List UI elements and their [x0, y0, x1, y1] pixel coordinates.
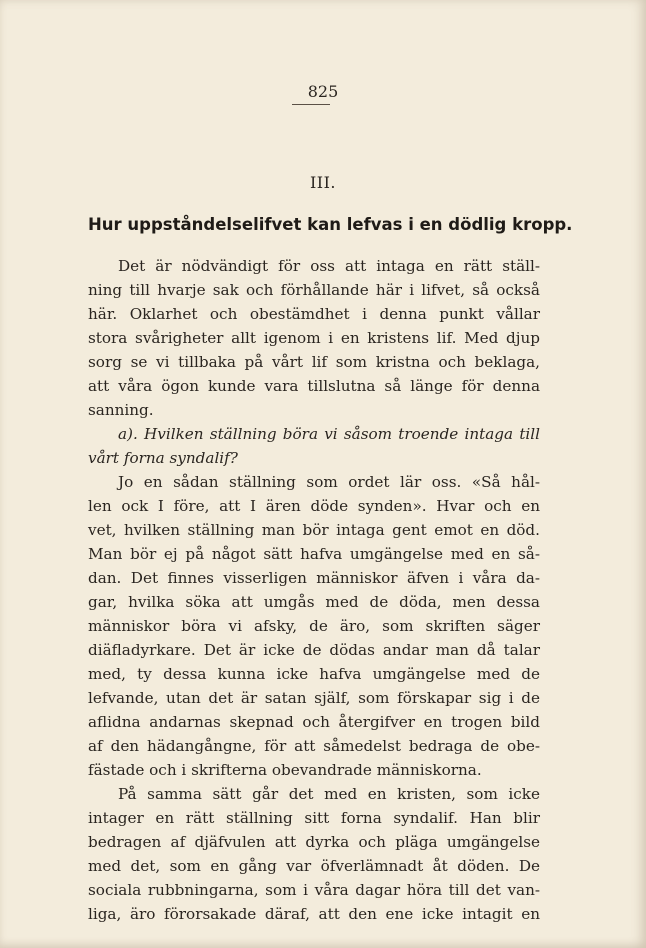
text-line: med, ty dessa kunna icke hafva umgängelse med de — [88, 665, 540, 683]
text-line: sociala rubbningarna, som i våra dagar höra till det van- — [88, 881, 540, 899]
text-line: sanning. — [88, 401, 154, 419]
text-line: aflidna andarnas skepnad och återgifver en trogen bild — [88, 713, 540, 731]
subsection-question: a). Hvilken ställning böra vi såsom troende intaga till — [118, 425, 540, 443]
text-line: lefvande, utan det är satan själf, som förskapar sig i de — [88, 689, 540, 707]
page-number: 825 — [307, 82, 339, 101]
text-line: af den hädangångne, för att såmedelst bedraga de obe- — [88, 737, 540, 755]
text-line: med det, som en gång var öfverlämnadt åt döden. De — [88, 857, 540, 875]
text-line: att våra ögon kunde vara tillslutna så länge för denna — [88, 377, 540, 395]
text-line: På samma sätt går det med en kristen, som icke — [118, 785, 540, 803]
text-line: bedragen af djäfvulen att dyrka och pläga umgängelse — [88, 833, 540, 851]
text-line: vet, hvilken ställning man bör intaga gent emot en död. — [88, 521, 540, 539]
text-line: fästade och i skrifterna obevandrade människorna. — [88, 761, 482, 779]
text-line: dan. Det finnes visserligen människor äfven i våra da- — [88, 569, 540, 587]
text-line: ning till hvarje sak och förhållande här i lifvet, så också — [88, 281, 540, 299]
subsection-question: vårt forna syndalif? — [88, 449, 238, 467]
text-line: Jo en sådan ställning som ordet lär oss. «Så hål- — [118, 473, 540, 491]
text-line: människor böra vi afsky, de äro, som skriften säger — [88, 617, 540, 635]
text-line: liga, äro förorsakade däraf, att den ene icke intagit en — [88, 905, 540, 923]
text-line: len ock I före, att I ären döde synden». Hvar och en — [88, 497, 540, 515]
text-line: stora svårigheter allt igenom i en kristens lif. Med djup — [88, 329, 540, 347]
page-number-rule — [292, 104, 330, 105]
section-heading: Hur uppståndelselifvet kan lefvas i en dödlig kropp. — [88, 215, 573, 234]
text-line: Det är nödvändigt för oss att intaga en rätt ställ- — [118, 257, 540, 275]
text-line: gar, hvilka söka att umgås med de döda, men dessa — [88, 593, 540, 611]
text-line: intager en rätt ställning sitt forna syndalif. Han blir — [88, 809, 540, 827]
body-text — [88, 254, 540, 926]
text-line: diäfladyrkare. Det är icke de dödas andar man då talar — [88, 641, 540, 659]
text-line: sorg se vi tillbaka på vårt lif som kristna och beklaga, — [88, 353, 540, 371]
section-number: III. — [309, 173, 337, 192]
text-line: Man bör ej på något sätt hafva umgängelse med en så- — [88, 545, 540, 563]
text-line: här. Oklarhet och obestämdhet i denna punkt vållar — [88, 305, 540, 323]
